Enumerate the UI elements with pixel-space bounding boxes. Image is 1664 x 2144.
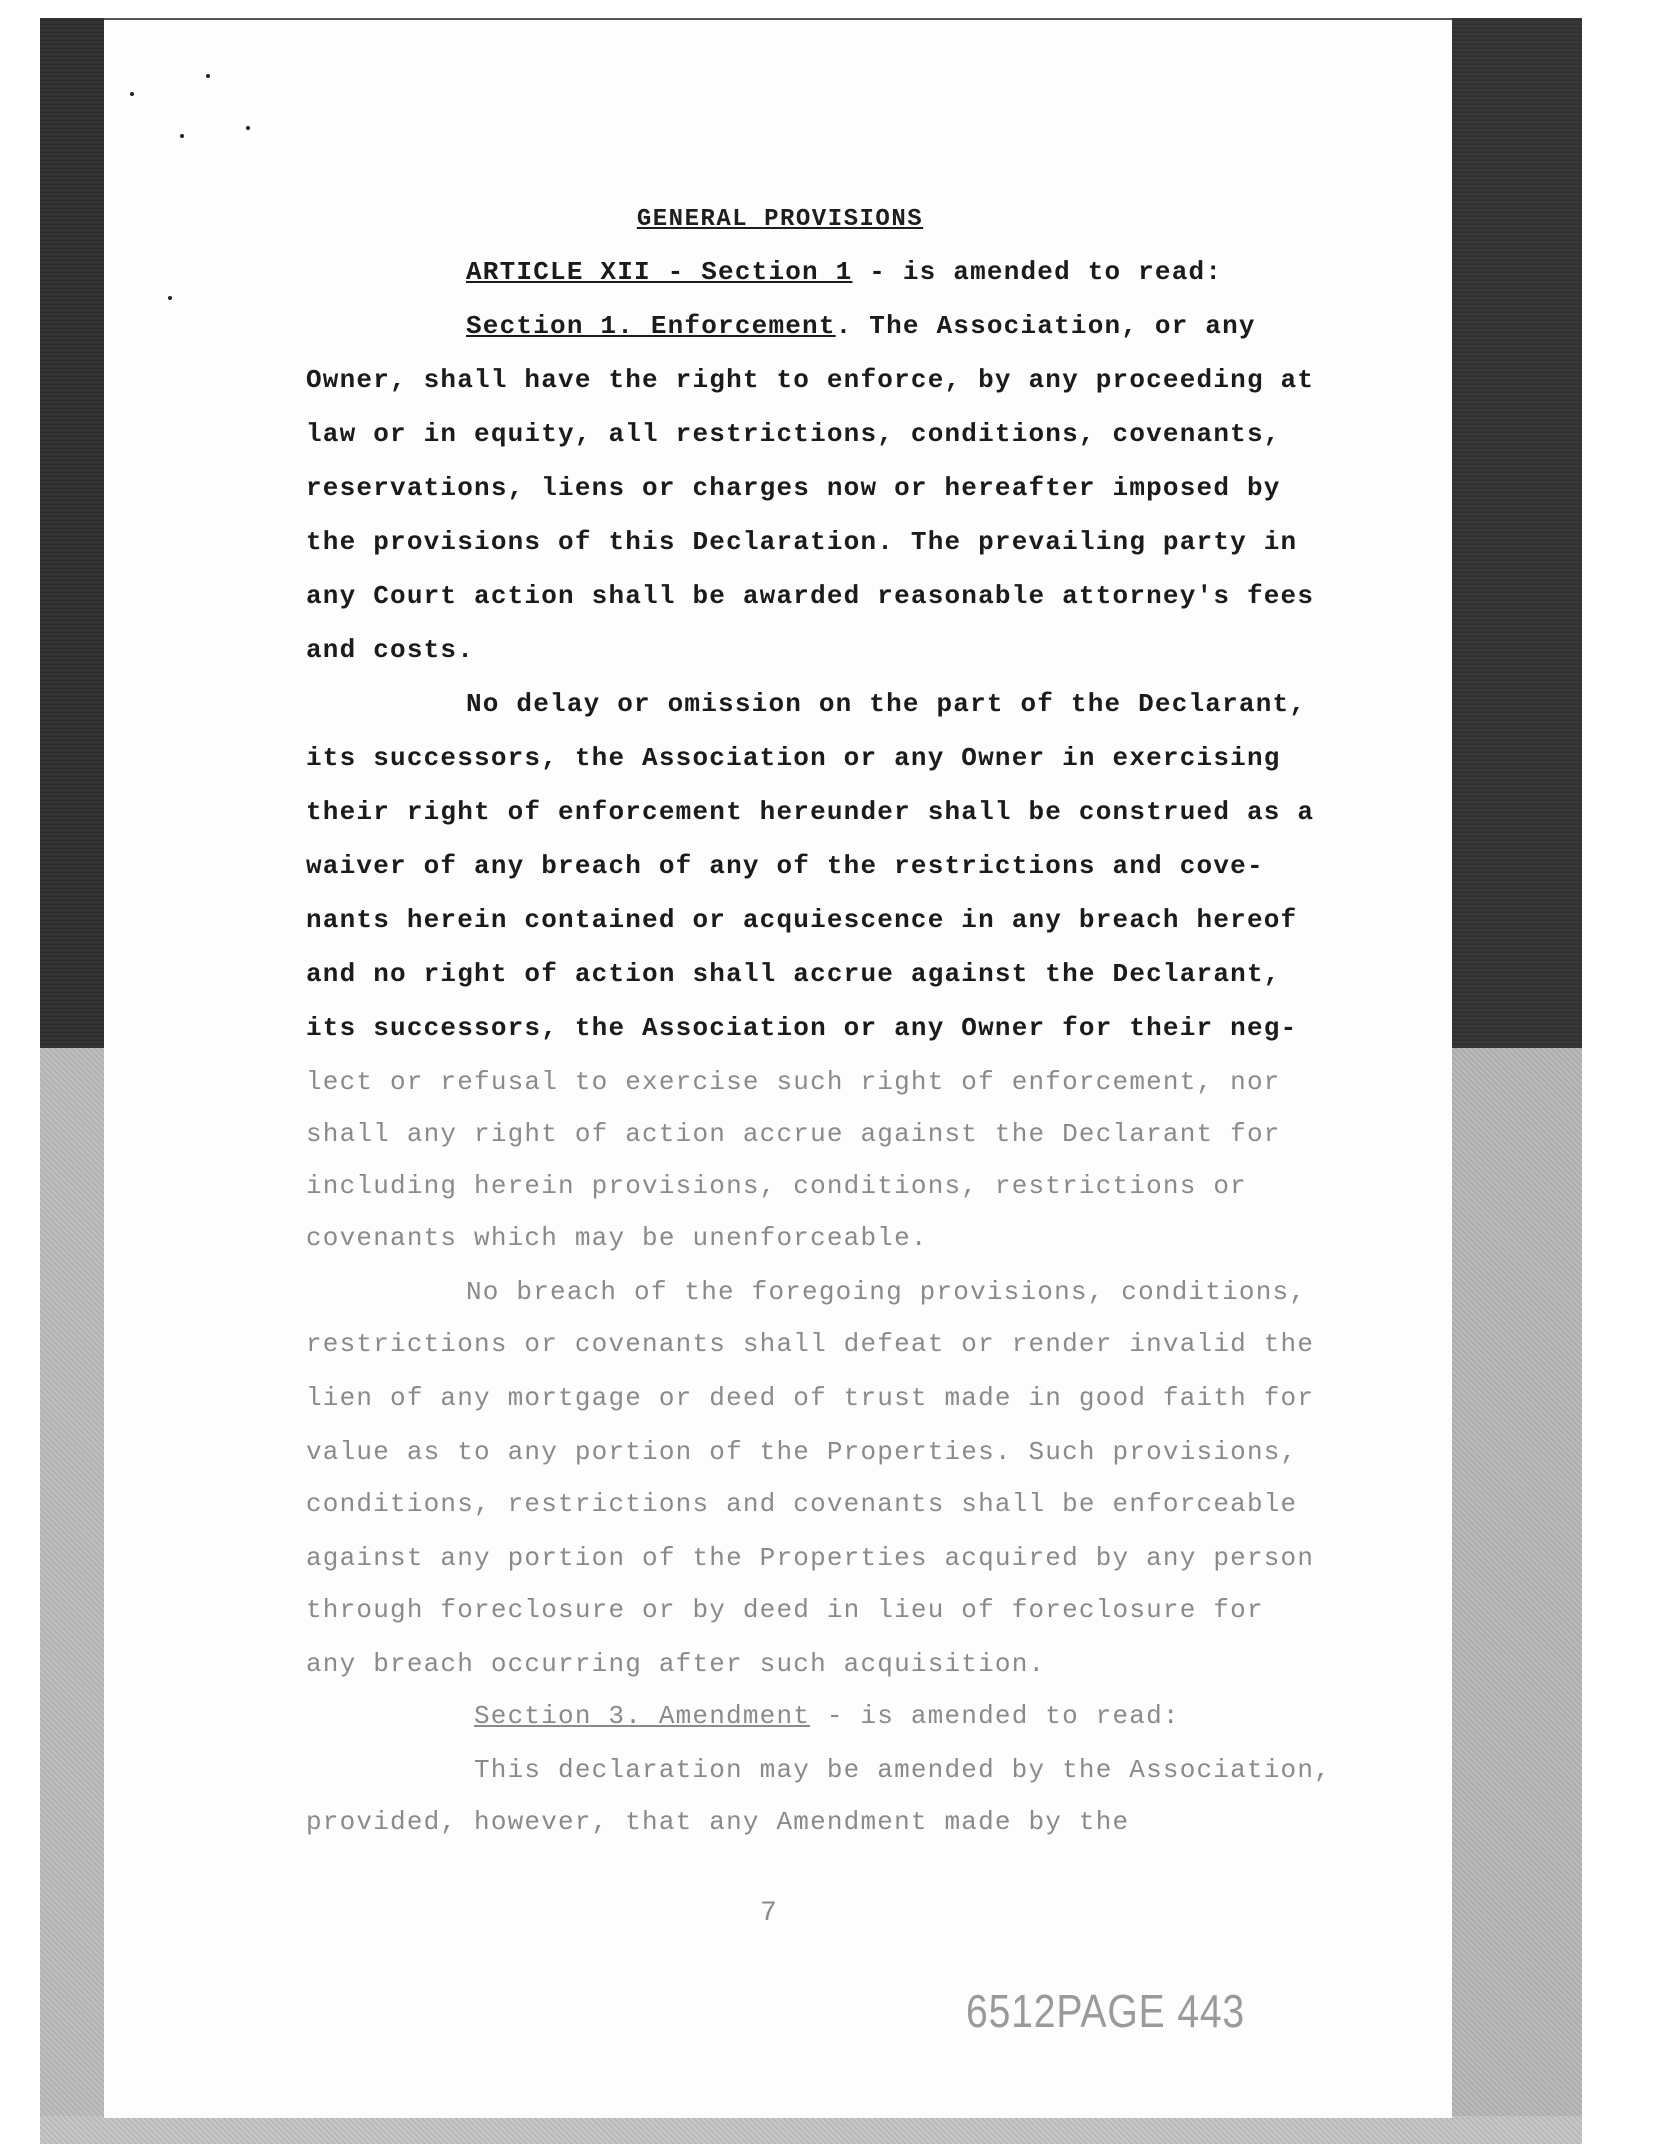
text-line: through foreclosure or by deed in lieu of foreclosure for [306, 1595, 1264, 1625]
text-line: covenants which may be unenforceable. [306, 1223, 928, 1253]
section1-title: Section 1. Enforcement [466, 311, 836, 341]
scan-speck [180, 134, 184, 138]
section1-first-line [466, 310, 1256, 342]
text-line: the provisions of this Declaration. The prevailing party in [306, 527, 1298, 557]
text-line: No delay or omission on the part of the Declarant, [466, 689, 1307, 719]
section3-title: Section 3. Amendment [474, 1701, 811, 1731]
text-line: reservations, liens or charges now or hereafter imposed by [306, 473, 1281, 503]
text-line: lect or refusal to exercise such right of enforcement, nor [306, 1067, 1281, 1097]
text-line: This declaration may be amended by the Association, [474, 1755, 1331, 1785]
scanner-band-right-light [1452, 1048, 1582, 2120]
scan-speck [130, 92, 134, 96]
text-line: lien of any mortgage or deed of trust made in good faith for [306, 1383, 1315, 1413]
article-reference: ARTICLE XII - Section 1 [466, 257, 853, 287]
page-heading: GENERAL PROVISIONS [636, 206, 924, 233]
section3-first-line [474, 1700, 1180, 1732]
text-line: any Court action shall be awarded reasonable attorney's fees [306, 581, 1315, 611]
text-line: . The Association, or any [835, 311, 1256, 341]
text-line: and no right of action shall accrue against the Declarant, [306, 959, 1281, 989]
scanner-band-left-dark [40, 18, 104, 1048]
text-line: Owner, shall have the right to enforce, by any proceeding at [306, 365, 1315, 395]
text-line: nants herein contained or acquiescence in any breach hereof [306, 905, 1298, 935]
section3-amendment-text: - is amended to read: [810, 1701, 1180, 1731]
text-line: their right of enforcement hereunder shall be construed as a [306, 797, 1315, 827]
scan-speck [206, 74, 210, 78]
scanner-band-left-light [40, 1048, 104, 2120]
text-line: including herein provisions, conditions, restrictions or [306, 1171, 1247, 1201]
text-line: its successors, the Association or any Owner in exercising [306, 743, 1281, 773]
scan-speck [246, 126, 250, 130]
text-line: value as to any portion of the Properties. Such provisions, [306, 1437, 1298, 1467]
text-line: provided, however, that any Amendment made by the [306, 1807, 1130, 1837]
scanner-band-right-dark [1452, 18, 1582, 1048]
text-line: any breach occurring after such acquisition. [306, 1649, 1046, 1679]
text-line: and costs. [306, 635, 475, 665]
book-page-stamp: 6512PAGE 443 [966, 1985, 1246, 2037]
text-line: restrictions or covenants shall defeat or render invalid the [306, 1329, 1315, 1359]
text-line: conditions, restrictions and covenants shall be enforceable [306, 1489, 1298, 1519]
text-line: shall any right of action accrue against the Declarant for [306, 1119, 1281, 1149]
text-line: waiver of any breach of any of the restrictions and cove- [306, 851, 1264, 881]
scanner-band-bottom [40, 2116, 1582, 2144]
text-line: its successors, the Association or any Owner for their neg- [306, 1013, 1298, 1043]
text-line: law or in equity, all restrictions, conditions, covenants, [306, 419, 1281, 449]
text-line: against any portion of the Properties acquired by any person [306, 1543, 1315, 1573]
article-line [466, 256, 1222, 288]
scan-speck [168, 296, 172, 300]
page-number: 7 [760, 1898, 777, 1929]
text-line: No breach of the foregoing provisions, conditions, [466, 1277, 1307, 1307]
article-amendment-text: - is amended to read: [852, 257, 1223, 287]
